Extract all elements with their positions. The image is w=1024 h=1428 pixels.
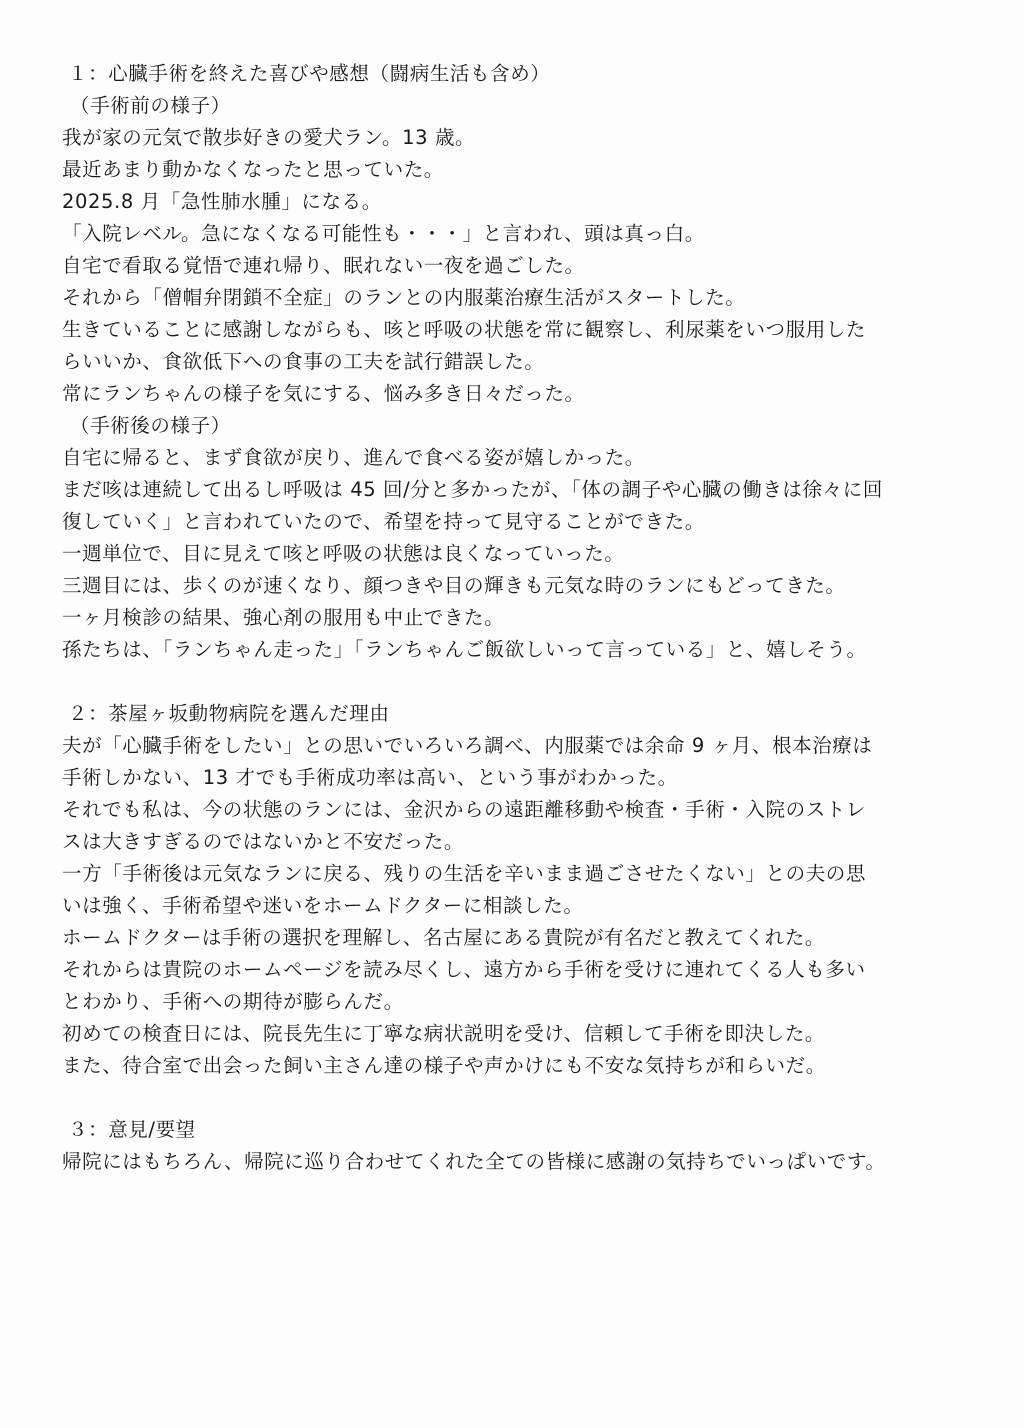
text-line: 初めての検査日には、院長先生に丁寧な病状説明を受け、信頼して手術を即決した。 — [62, 1022, 826, 1045]
section2-heading: ２：茶屋ヶ坂動物病院を選んだ理由 — [68, 702, 390, 725]
text-line: 一ヶ月検診の結果、強心剤の服用も中止できた。 — [62, 606, 505, 629]
text-line: 自宅に帰ると、まず食欲が戻り、進んで食べる姿が嬉しかった。 — [62, 446, 645, 469]
section1-before-paragraph — [62, 122, 974, 410]
section3-heading: ３：意見/要望 — [68, 1118, 196, 1141]
text-line: また、待合室で出会った飼い主さん達の様子や声かけにも不安な気持ちが和らいだ。 — [62, 1054, 826, 1077]
text-line: 一週単位で、目に見えて咳と呼吸の状態は良くなっていった。 — [62, 542, 625, 565]
text-line: それからは貴院のホームページを読み尽くし、遠方から手術を受けに連れてくる人も多い — [62, 958, 866, 981]
text-line: 自宅で看取る覚悟で連れ帰り、眠れない一夜を過ごした。 — [62, 254, 585, 277]
text-line: 孫たちは、「ランちゃん走った」「ランちゃんご飯欲しいって言っている」と、嬉しそう。 — [62, 638, 867, 661]
text-line: 生きていることに感謝しながらも、咳と呼吸の状態を常に観察し、利尿薬をいつ服用した — [62, 318, 867, 341]
section1-subheading-after: （手術後の様子） — [70, 414, 231, 437]
section1-after-paragraph — [62, 442, 974, 666]
document-body — [62, 58, 974, 1178]
section3-paragraph — [62, 1146, 974, 1178]
text-line: ホームドクターは手術の選択を理解し、名古屋にある貴院が有名だと教えてくれた。 — [62, 926, 826, 949]
section1-subheading-before: （手術前の様子） — [70, 94, 231, 117]
text-line: まだ咳は連続して出るし呼吸は 45 回/分と多かったが、「体の調子や心臓の働きは徐々に回 — [62, 478, 883, 501]
text-line: 2025.8 月「急性肺水腫」になる。 — [62, 190, 382, 213]
text-line: 常にランちゃんの様子を気にする、悩み多き日々だった。 — [62, 382, 585, 405]
section-spacer — [62, 666, 974, 698]
section2-paragraph — [62, 730, 974, 1082]
text-line: それでも私は、今の状態のランには、金沢からの遠距離移動や検査・手術・入院のストレ — [62, 798, 867, 821]
text-line: 手術しかない、13 才でも手術成功率は高い、という事がわかった。 — [62, 766, 678, 789]
text-line: 帰院にはもちろん、帰院に巡り合わせてくれた全ての皆様に感謝の気持ちでいっぱいです。 — [62, 1150, 886, 1173]
section1-heading: １：心臓手術を終えた喜びや感想（闘病生活も含め） — [68, 62, 551, 85]
text-line: 最近あまり動かなくなったと思っていた。 — [62, 158, 444, 181]
text-line: とわかり、手術への期待が膨らんだ。 — [62, 990, 404, 1013]
text-line: それから「僧帽弁閉鎖不全症」のランとの内服薬治療生活がスタートした。 — [62, 286, 746, 309]
text-line: 復していく」と言われていたので、希望を持って見守ることができた。 — [62, 510, 705, 533]
text-line: 三週目には、歩くのが速くなり、顔つきや目の輝きも元気な時のランにもどってきた。 — [62, 574, 846, 597]
text-line: 一方「手術後は元気なランに戻る、残りの生活を辛いまま過ごさせたくない」との夫の思 — [62, 862, 867, 885]
text-line: 我が家の元気で散歩好きの愛犬ラン。13 歳。 — [62, 126, 476, 149]
text-line: いは強く、手術希望や迷いをホームドクターに相談した。 — [62, 894, 584, 917]
text-line: 夫が「心臓手術をしたい」との思いでいろいろ調べ、内服薬では余命 9 ヶ月、根本治療は — [62, 734, 873, 757]
section-spacer — [62, 1082, 974, 1114]
text-line: スは大きすぎるのではないかと不安だった。 — [62, 830, 465, 853]
text-line: 「入院レベル。急になくなる可能性も・・・」と言われ、頭は真っ白。 — [62, 222, 705, 245]
text-line: らいいか、食欲低下への食事の工夫を試行錯誤した。 — [62, 350, 545, 373]
